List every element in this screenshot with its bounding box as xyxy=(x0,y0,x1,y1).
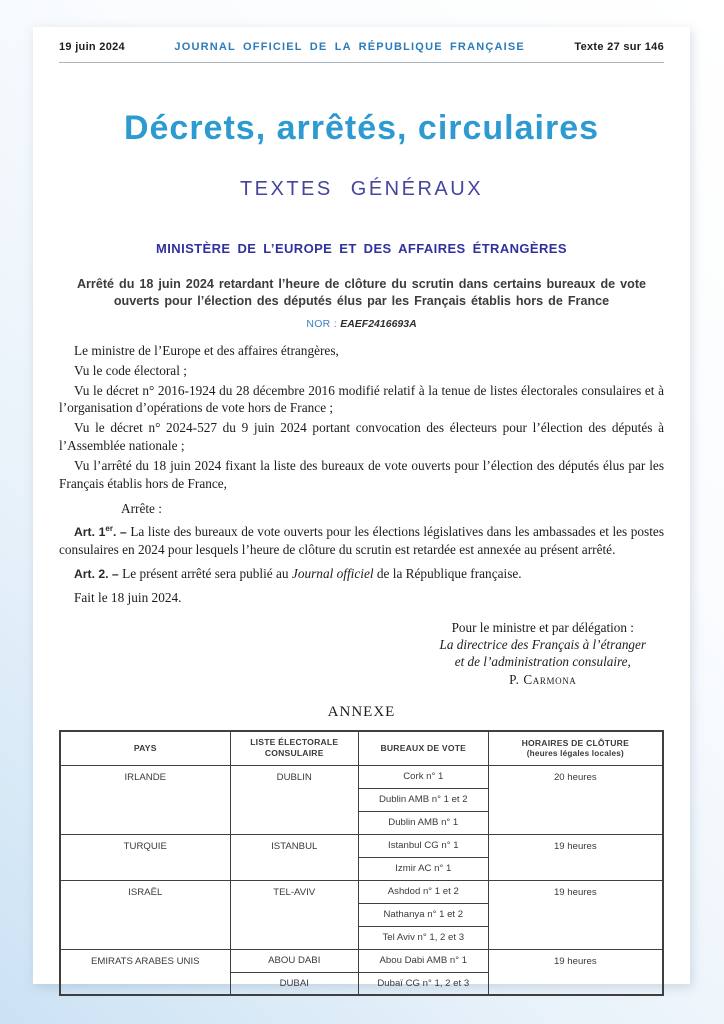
issue-date: 19 juin 2024 xyxy=(59,41,125,53)
article-2 xyxy=(59,565,664,583)
cell-horaire-turquie: 19 heures xyxy=(488,834,663,880)
cell-horaire-irlande: 20 heures xyxy=(488,765,663,834)
table-header-row xyxy=(60,731,663,765)
cell-bureau: Ashdod n° 1 et 2 xyxy=(358,880,488,903)
header-horaires: HORAIRES DE CLÔTURE (heures légales locales) xyxy=(488,731,663,765)
nor-value: EAEF2416693A xyxy=(340,318,417,330)
cell-bureau: Dubaï CG n° 1, 2 et 3 xyxy=(358,972,488,995)
table-row xyxy=(60,949,663,972)
cell-bureau: Izmir AC n° 1 xyxy=(358,857,488,880)
paragraph-vu-arrete: Vu l’arrêté du 18 juin 2024 fixant la liste des bureaux de vote ouverts pour l’élection des députés élus par les Français établis hors de France, xyxy=(59,457,664,491)
paragraph-fait-le: Fait le 18 juin 2024. xyxy=(74,589,182,605)
article-1-label: Art. 1er. – xyxy=(74,524,131,540)
article-1 xyxy=(59,523,664,559)
cell-liste-dubai: DUBAI xyxy=(230,972,358,995)
journal-page xyxy=(33,27,690,989)
section-title: TEXTES GÉNÉRAUX xyxy=(239,178,484,200)
annexe-table xyxy=(59,730,664,996)
arrete-body xyxy=(59,342,664,607)
paragraph-minister: Le ministre de l’Europe et des affaires étrangères, xyxy=(74,343,339,358)
paragraph-vu-code: Vu le code électoral ; xyxy=(74,362,187,378)
running-header xyxy=(59,41,664,53)
header-liste-electorale: LISTE ÉLECTORALE CONSULAIRE xyxy=(230,731,358,765)
article-2-journal-officiel: Journal officiel xyxy=(291,565,374,581)
cell-liste-dublin: DUBLIN xyxy=(230,765,358,834)
cell-pays-emirats: EMIRATS ARABES UNIS xyxy=(60,949,230,995)
signature-name: P. Carmona xyxy=(509,672,577,688)
cell-horaire-emirats: 19 heures xyxy=(488,949,663,995)
paragraph-vu-decret-2024: Vu le décret n° 2024-527 du 9 juin 2024 portant convocation des électeurs pour l’élection des députés à l’Assemblée nationale ; xyxy=(59,420,664,454)
cell-pays-turquie: TURQUIE xyxy=(60,834,230,880)
journal-title: JOURNAL OFFICIEL DE LA RÉPUBLIQUE FRANÇAISE xyxy=(174,41,525,53)
nor-label: NOR : xyxy=(306,318,341,330)
cell-bureau: Nathanya n° 1 et 2 xyxy=(358,903,488,926)
signature-block xyxy=(440,619,646,689)
cell-liste-istanbul: ISTANBUL xyxy=(230,834,358,880)
table-row xyxy=(60,765,663,788)
cell-pays-irlande: IRLANDE xyxy=(60,765,230,834)
cell-bureau: Tel Aviv n° 1, 2 et 3 xyxy=(358,926,488,949)
texte-number: Texte 27 sur 146 xyxy=(574,41,664,53)
cell-bureau: Istanbul CG n° 1 xyxy=(358,834,488,857)
article-2-label: Art. 2. – xyxy=(74,566,123,581)
paragraph-vu-decret-2016: Vu le décret n° 2016-1924 du 28 décembre 2016 modifié relatif à la tenue de listes électorales consulaires et à l’organisation d’opérations de vote hors de France ; xyxy=(59,382,664,416)
signature-role-line1: La directrice des Français à l’étranger xyxy=(439,636,646,652)
header-bureaux: BUREAUX DE VOTE xyxy=(358,731,488,765)
nor-line xyxy=(59,318,664,330)
cell-liste-abou-dabi: ABOU DABI xyxy=(230,949,358,972)
header-pays: PAYS xyxy=(60,731,230,765)
cell-bureau: Abou Dabi AMB n° 1 xyxy=(358,949,488,972)
cell-bureau: Dublin AMB n° 1 xyxy=(358,811,488,834)
signature-role-line2: et de l’administration consulaire, xyxy=(454,653,631,669)
cell-horaire-israel: 19 heures xyxy=(488,880,663,949)
ministry-heading: MINISTÈRE DE L’EUROPE ET DES AFFAIRES ÉTRANGÈRES xyxy=(156,241,567,256)
annexe-heading: ANNEXE xyxy=(327,704,396,721)
table-row xyxy=(60,834,663,857)
cell-bureau: Dublin AMB n° 1 et 2 xyxy=(358,788,488,811)
article-1-text: La liste des bureaux de vote ouverts pour les élections législatives dans les ambassades et les postes consulaires en 2024 pour lesquels l’heure de clôture du scrutin est retardée est annexée au présent arrêté. xyxy=(59,524,665,558)
cell-bureau: Cork n° 1 xyxy=(358,765,488,788)
article-2-text-post: de la République française. xyxy=(373,565,522,581)
table-row xyxy=(60,880,663,903)
header-divider xyxy=(59,62,664,63)
cell-liste-tel-aviv: TEL-AVIV xyxy=(230,880,358,949)
cell-pays-israel: ISRAËL xyxy=(60,880,230,949)
article-1-superscript: er xyxy=(105,524,113,534)
paragraph-arrete: Arrête : xyxy=(121,500,162,516)
arrete-title: Arrêté du 18 juin 2024 retardant l’heure de clôture du scrutin dans certains bureaux de vote ouverts pour l’élection des députés élus par les Français établis hors de France xyxy=(76,277,647,308)
document-title: Décrets, arrêtés, circulaires xyxy=(123,109,600,147)
article-2-text-pre: Le présent arrêté sera publié au xyxy=(122,565,292,581)
signature-delegation: Pour le ministre et par délégation : xyxy=(451,619,634,635)
